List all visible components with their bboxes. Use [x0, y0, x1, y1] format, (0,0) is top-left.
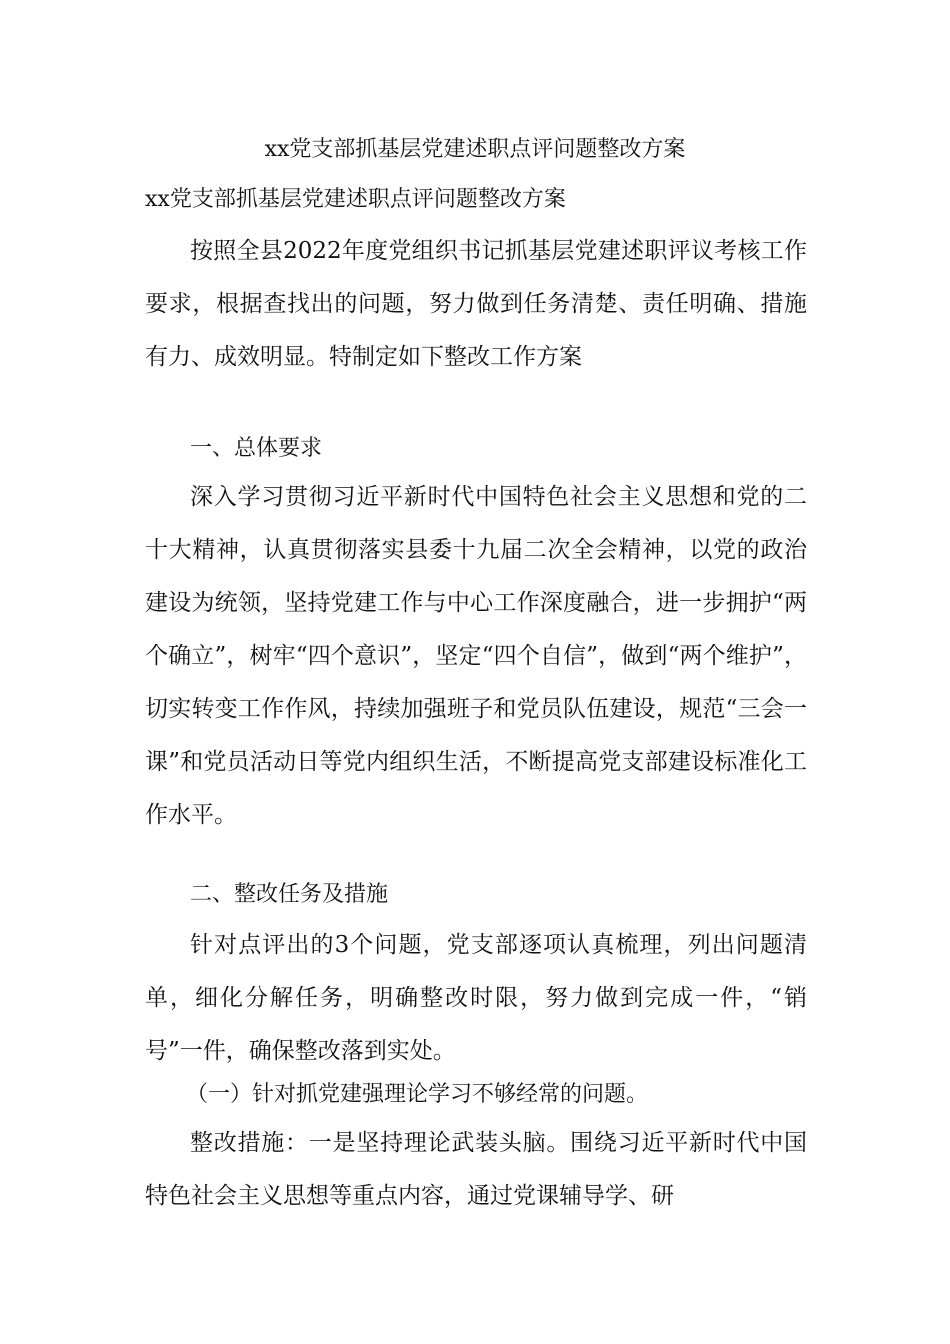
subsection-heading-item-one: （一）针对抓党建强理论学习不够经常的问题。: [186, 1082, 649, 1107]
document-subtitle: xx党支部抓基层党建述职点评问题整改方案: [145, 187, 566, 212]
section-heading-tasks-and-measures: 二、整改任务及措施: [190, 882, 389, 907]
measures-paragraph: 整改措施：一是坚持理论武装头脑。围绕习近平新时代中国特色社会主义思想等重点内容，通过党课辅导学、研: [145, 1130, 807, 1209]
general-requirements-paragraph: 深入学习贯彻习近平新时代中国特色社会主义思想和党的二十大精神，认真贯彻落实县委十九届二次全会精神，以党的政治建设为统领，坚持党建工作与中心工作深度融合，进一步拥护“两个确立”，树牢“四个意识”，坚定“四个自信”，做到“两个维护”，切实转变工作作风，持续加强班子和党员队伍建设，规范“三会一课”和党员活动日等党内组织生活，不断提高党支部建设标准化工作水平。: [145, 484, 807, 828]
intro-paragraph: 按照全县2022年度党组织书记抓基层党建述职评议考核工作要求，根据查找出的问题，努力做到任务清楚、责任明确、措施有力、成效明显。特制定如下整改工作方案: [145, 238, 807, 370]
section-heading-general-requirements: 一、总体要求: [190, 436, 323, 461]
tasks-paragraph: 针对点评出的3个问题，党支部逐项认真梳理，列出问题清单，细化分解任务，明确整改时限，努力做到完成一件，“销号”一件，确保整改落到实处。: [145, 932, 807, 1064]
document-title: xx党支部抓基层党建述职点评问题整改方案: [264, 137, 686, 162]
